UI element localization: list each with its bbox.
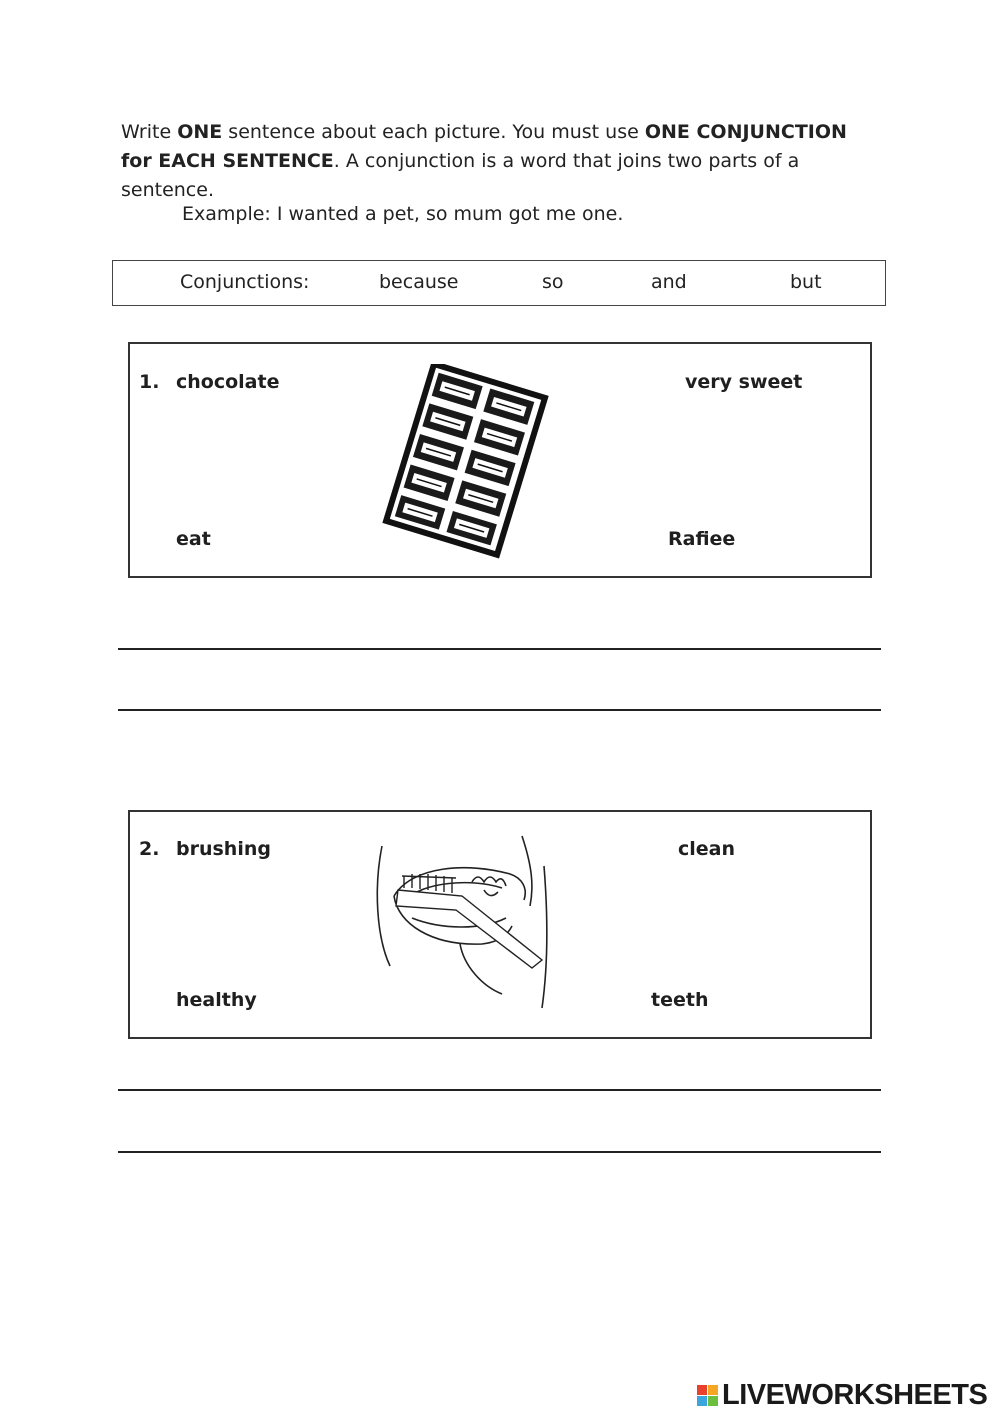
conjunction-word: so xyxy=(542,271,564,293)
conjunctions-label: Conjunctions: xyxy=(180,271,310,293)
exercise-number: 2. xyxy=(139,838,160,860)
answer-line[interactable] xyxy=(118,648,881,650)
exercise-panel-1 xyxy=(128,342,872,578)
exercise-panel-2 xyxy=(128,810,872,1039)
logo-tile xyxy=(697,1385,707,1395)
conjunction-word: but xyxy=(790,271,822,293)
answer-line[interactable] xyxy=(118,1089,881,1091)
example-sentence: Example: I wanted a pet, so mum got me one. xyxy=(182,203,624,225)
liveworksheets-logo xyxy=(697,1378,987,1412)
keyword-teeth: teeth xyxy=(651,989,709,1011)
conjunctions-box xyxy=(112,260,886,306)
brand-name: LIVEWORKSHEETS xyxy=(722,1378,988,1411)
answer-line[interactable] xyxy=(118,709,881,711)
conjunction-word: and xyxy=(651,271,687,293)
keyword-eat: eat xyxy=(176,528,211,550)
logo-tile xyxy=(708,1385,718,1395)
toothbrush-picture xyxy=(372,826,550,1018)
exercise-number: 1. xyxy=(139,371,160,393)
conjunction-word: because xyxy=(379,271,459,293)
chocolate-bar-picture xyxy=(372,364,557,559)
answer-line[interactable] xyxy=(118,1151,881,1153)
instructions-bold-conjunction: ONE CONJUNCTION for EACH SENTENCE xyxy=(121,121,847,172)
keyword-clean: clean xyxy=(678,838,736,860)
instructions-text-1: Write xyxy=(121,121,178,143)
keyword-healthy: healthy xyxy=(176,989,257,1011)
keyword-chocolate: chocolate xyxy=(176,371,280,393)
instructions-text-3: . A conjunction is a word that joins two parts of a sentence. xyxy=(121,150,800,201)
instructions-bold-one: ONE xyxy=(177,121,223,143)
logo-tiles-icon xyxy=(697,1385,718,1406)
logo-tile xyxy=(708,1396,718,1406)
instructions-text-2: sentence about each picture. You must use xyxy=(222,121,645,143)
logo-tile xyxy=(697,1396,707,1406)
keyword-very-sweet: very sweet xyxy=(685,371,803,393)
keyword-rafiee: Rafiee xyxy=(668,528,736,550)
instructions xyxy=(121,118,881,205)
keyword-brushing: brushing xyxy=(176,838,271,860)
